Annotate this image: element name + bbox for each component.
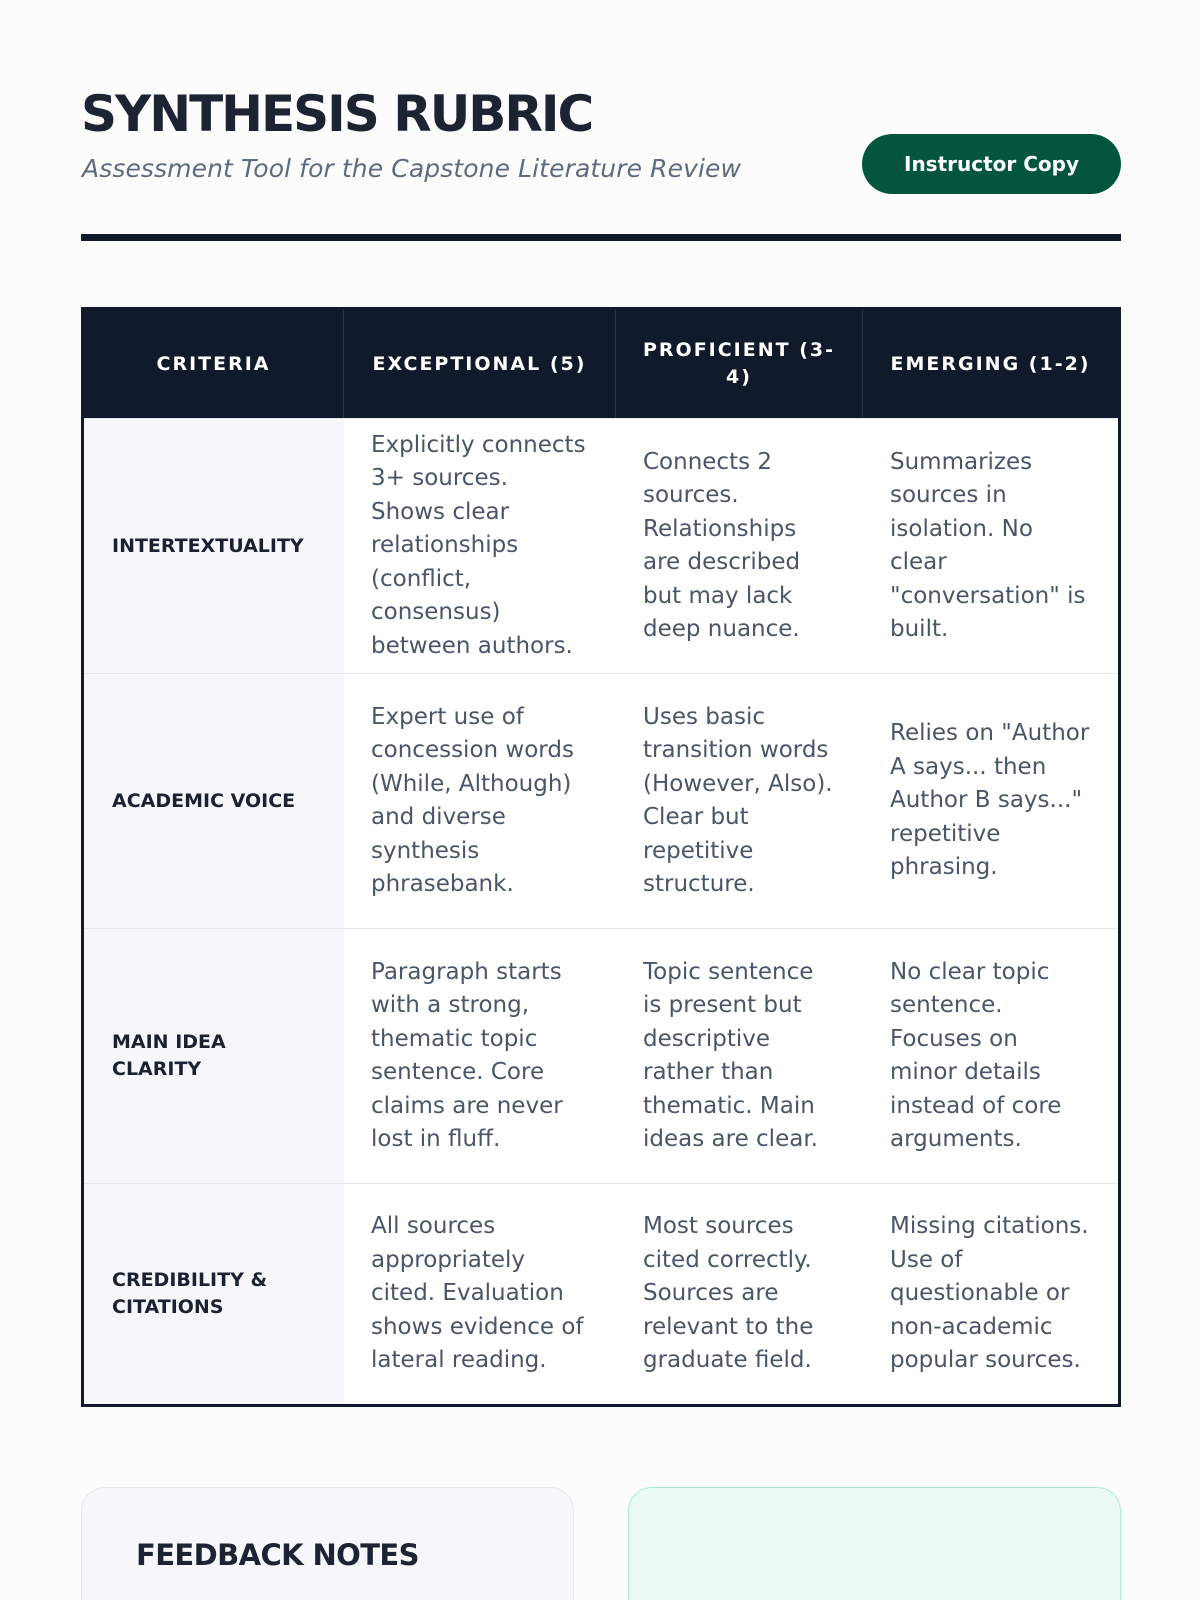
exceptional-cell: Expert use of concession words (While, Although) and diverse synthesis phrasebank. [371, 703, 574, 897]
instructor-copy-badge: Instructor Copy [862, 134, 1121, 194]
column-header-criteria: CRITERIA [84, 310, 344, 418]
header-divider [81, 234, 1121, 241]
column-header-exceptional: EXCEPTIONAL (5) [344, 310, 616, 418]
feedback-notes-panel [81, 1487, 574, 1600]
emerging-cell: Relies on "Author A says... then Author B says..." repetitive phrasing. [890, 720, 1090, 881]
table-row [84, 418, 1118, 673]
criteria-cell: CREDIBILITY & CITATIONS [84, 1184, 344, 1404]
exceptional-cell: Explicitly connects 3+ sources. Shows clear relationships (conflict, consensus) between authors. [371, 431, 586, 659]
page-header [81, 84, 1121, 194]
exceptional-cell: Paragraph starts with a strong, thematic topic sentence. Core claims are never lost in fluff. [371, 958, 563, 1152]
proficient-cell: Uses basic transition words (However, Also). Clear but repetitive structure. [643, 703, 833, 897]
exceptional-cell: All sources appropriately cited. Evaluation shows evidence of lateral reading. [371, 1213, 584, 1374]
table-header [84, 310, 1118, 418]
proficient-cell: Most sources cited correctly. Sources are relevant to the graduate field. [643, 1213, 814, 1374]
criteria-cell: INTERTEXTUALITY [84, 419, 344, 673]
column-header-proficient: PROFICIENT (3-4) [616, 310, 863, 418]
table-row [84, 673, 1118, 928]
page-subtitle: Assessment Tool for the Capstone Literature Review [82, 154, 742, 183]
criteria-cell: MAIN IDEA CLARITY [84, 929, 344, 1183]
column-header-emerging: EMERGING (1-2) [890, 352, 1091, 375]
emerging-cell: Missing citations. Use of questionable or non-academic popular sources. [890, 1213, 1089, 1374]
proficient-cell: Connects 2 sources. Relationships are described but may lack deep nuance. [643, 448, 801, 642]
criteria-cell: ACADEMIC VOICE [84, 674, 344, 928]
emerging-cell: No clear topic sentence. Focuses on minor details instead of core arguments. [890, 958, 1062, 1152]
rubric-table [81, 307, 1121, 1407]
proficient-cell: Topic sentence is present but descriptive rather than thematic. Main ideas are clear. [643, 958, 818, 1152]
score-panel [628, 1487, 1121, 1600]
page-title: SYNTHESIS RUBRIC [81, 85, 593, 143]
table-row [84, 1183, 1118, 1404]
table-row [84, 928, 1118, 1183]
emerging-cell: Summarizes sources in isolation. No clear "conversation" is built. [890, 448, 1086, 642]
feedback-notes-title: FEEDBACK NOTES [136, 1538, 419, 1572]
